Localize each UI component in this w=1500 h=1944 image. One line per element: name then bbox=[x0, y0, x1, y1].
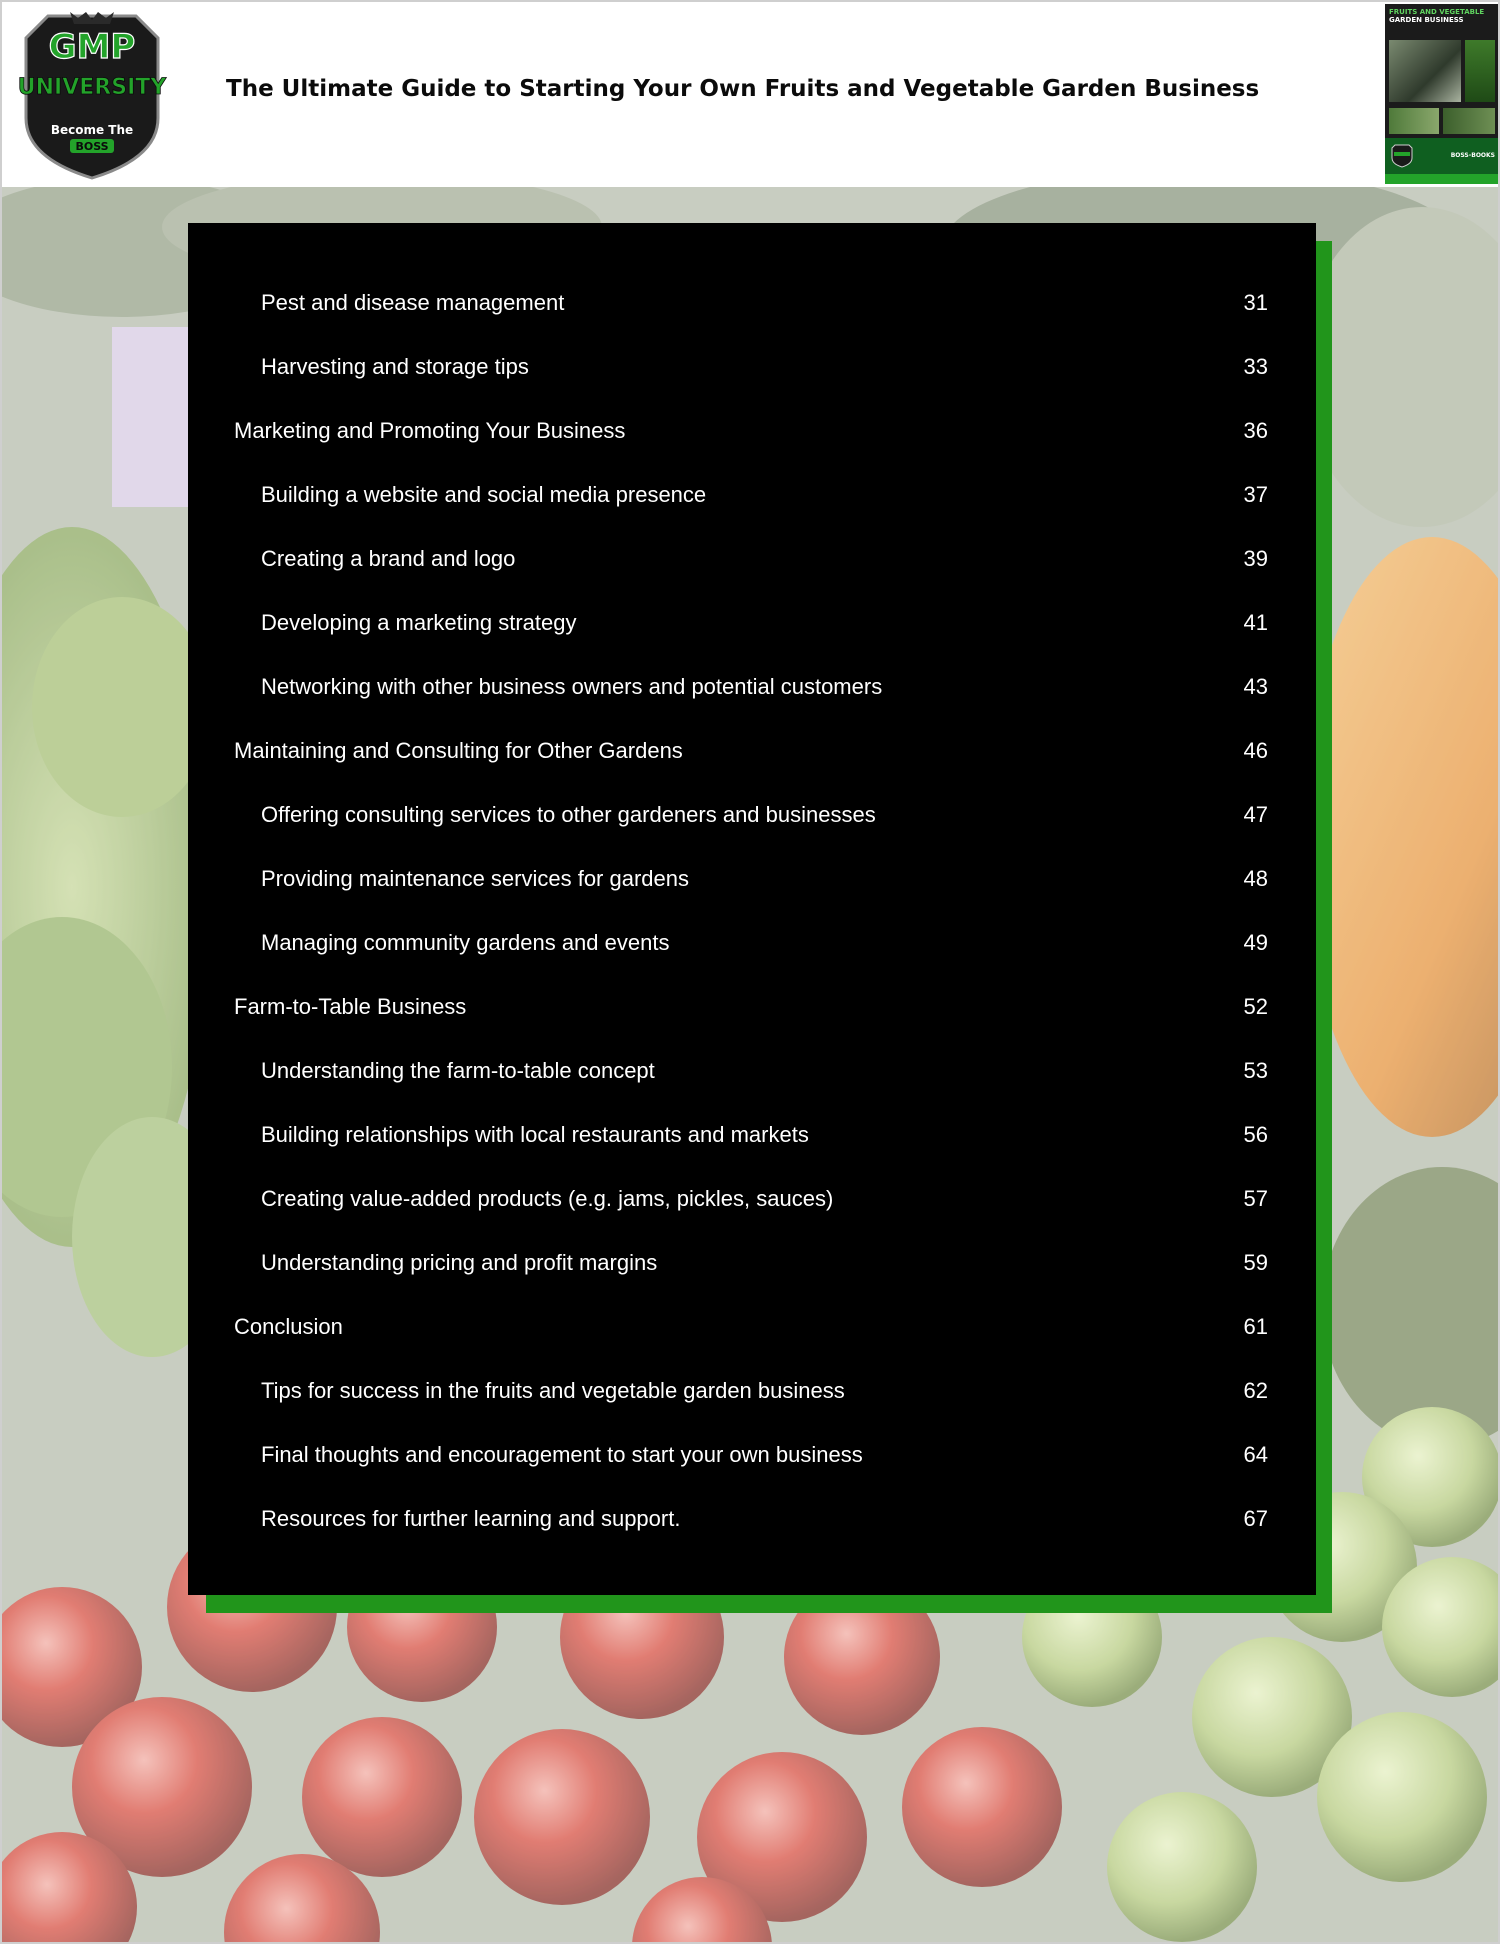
toc-entry-title: Marketing and Promoting Your Business bbox=[234, 418, 626, 443]
toc-entry-page: 62 bbox=[1243, 1378, 1268, 1403]
toc-entry-page: 31 bbox=[1243, 290, 1268, 315]
toc-entry-title: Resources for further learning and support. bbox=[261, 1506, 681, 1531]
toc-entry-title: Understanding pricing and profit margins bbox=[261, 1250, 658, 1275]
toc-entry-page: 53 bbox=[1243, 1058, 1268, 1083]
toc-entry[interactable] bbox=[188, 1370, 1316, 1410]
gmp-university-logo bbox=[8, 8, 176, 182]
toc-entry[interactable] bbox=[188, 474, 1316, 514]
toc-entry-title: Building a website and social media presence bbox=[261, 482, 707, 507]
toc-entry-page: 48 bbox=[1243, 866, 1268, 891]
toc-entry-page: 67 bbox=[1243, 1506, 1268, 1531]
document-title: The Ultimate Guide to Starting Your Own Fruits and Vegetable Garden Business bbox=[226, 76, 1260, 102]
toc-entry-page: 41 bbox=[1243, 610, 1268, 635]
toc-entry-title: Building relationships with local restaurants and markets bbox=[261, 1122, 809, 1147]
toc-entry-page: 52 bbox=[1243, 994, 1268, 1019]
toc-entry-title: Offering consulting services to other gardeners and businesses bbox=[261, 802, 876, 827]
page-header bbox=[2, 2, 1500, 187]
toc-entry-title: Understanding the farm-to-table concept bbox=[261, 1058, 655, 1083]
table-of-contents bbox=[188, 223, 1316, 1595]
toc-entry[interactable] bbox=[188, 1114, 1316, 1154]
toc-entry-page: 59 bbox=[1243, 1250, 1268, 1275]
thumbnail-band-text: BOSS-BOOKS bbox=[1450, 152, 1495, 159]
toc-entry-title: Conclusion bbox=[234, 1314, 343, 1339]
toc-entry-page: 47 bbox=[1243, 802, 1268, 827]
toc-entry[interactable] bbox=[188, 1498, 1316, 1538]
toc-entry[interactable] bbox=[188, 1178, 1316, 1218]
toc-entry-title: Providing maintenance services for gardens bbox=[261, 866, 690, 891]
thumbnail-logo-icon bbox=[1391, 144, 1413, 168]
toc-entry-title: Final thoughts and encouragement to start your own business bbox=[261, 1442, 863, 1467]
toc-entry[interactable] bbox=[188, 1050, 1316, 1090]
toc-entry[interactable] bbox=[188, 346, 1316, 386]
toc-entry-title: Maintaining and Consulting for Other Gardens bbox=[234, 738, 683, 763]
thumbnail-line-1: FRUITS AND VEGETABLE bbox=[1389, 8, 1485, 16]
toc-entry-title: Managing community gardens and events bbox=[261, 930, 670, 955]
toc-entry-page: 49 bbox=[1243, 930, 1268, 955]
toc-entry-title: Tips for success in the fruits and vegetable garden business bbox=[261, 1378, 845, 1403]
toc-section-heading[interactable] bbox=[188, 410, 1316, 450]
svg-text:Become The: Become The bbox=[50, 123, 134, 137]
toc-entry-page: 43 bbox=[1243, 674, 1268, 699]
book-cover-thumbnail bbox=[1385, 4, 1499, 184]
toc-entry[interactable] bbox=[188, 858, 1316, 898]
toc-entry-page: 61 bbox=[1243, 1314, 1268, 1339]
svg-text:BOSS: BOSS bbox=[75, 140, 109, 153]
toc-section-heading[interactable] bbox=[188, 986, 1316, 1026]
toc-section-heading[interactable] bbox=[188, 730, 1316, 770]
thumbnail-photo-garden-right bbox=[1443, 108, 1495, 134]
toc-entry-page: 37 bbox=[1243, 482, 1268, 507]
svg-text:UNIVERSITY: UNIVERSITY bbox=[17, 75, 167, 100]
toc-entry[interactable] bbox=[188, 1434, 1316, 1474]
toc-entry[interactable] bbox=[188, 282, 1316, 322]
toc-entry-page: 56 bbox=[1243, 1122, 1268, 1147]
toc-entry-title: Farm-to-Table Business bbox=[234, 994, 467, 1019]
toc-entry[interactable] bbox=[188, 794, 1316, 834]
thumbnail-heading bbox=[1389, 8, 1495, 24]
thumbnail-brand-band bbox=[1385, 138, 1499, 184]
thumbnail-photo-greenhouse bbox=[1389, 40, 1461, 102]
toc-entry-page: 33 bbox=[1243, 354, 1268, 379]
thumbnail-line-2: GARDEN BUSINESS bbox=[1389, 16, 1464, 24]
toc-entry-title: Harvesting and storage tips bbox=[261, 354, 529, 379]
toc-entry-title: Networking with other business owners and potential customers bbox=[261, 674, 883, 699]
toc-entry-title: Pest and disease management bbox=[261, 290, 565, 315]
toc-entry[interactable] bbox=[188, 922, 1316, 962]
toc-entry-title: Developing a marketing strategy bbox=[261, 610, 577, 635]
toc-entry-page: 64 bbox=[1243, 1442, 1268, 1467]
toc-entry-title: Creating value-added products (e.g. jams, pickles, sauces) bbox=[261, 1186, 834, 1211]
toc-entry-page: 39 bbox=[1243, 546, 1268, 571]
toc-entry-page: 46 bbox=[1243, 738, 1268, 763]
thumbnail-band-strip bbox=[1385, 174, 1499, 184]
thumbnail-photo-plants bbox=[1465, 40, 1495, 102]
toc-entry[interactable] bbox=[188, 602, 1316, 642]
toc-section-heading[interactable] bbox=[188, 1306, 1316, 1346]
toc-entry[interactable] bbox=[188, 1242, 1316, 1282]
toc-entry[interactable] bbox=[188, 538, 1316, 578]
thumbnail-photo-garden-left bbox=[1389, 108, 1439, 134]
toc-entry[interactable] bbox=[188, 666, 1316, 706]
toc-entry-page: 36 bbox=[1243, 418, 1268, 443]
svg-text:GMP: GMP bbox=[48, 27, 136, 67]
toc-entry-title: Creating a brand and logo bbox=[261, 546, 516, 571]
toc-entry-page: 57 bbox=[1243, 1186, 1268, 1211]
